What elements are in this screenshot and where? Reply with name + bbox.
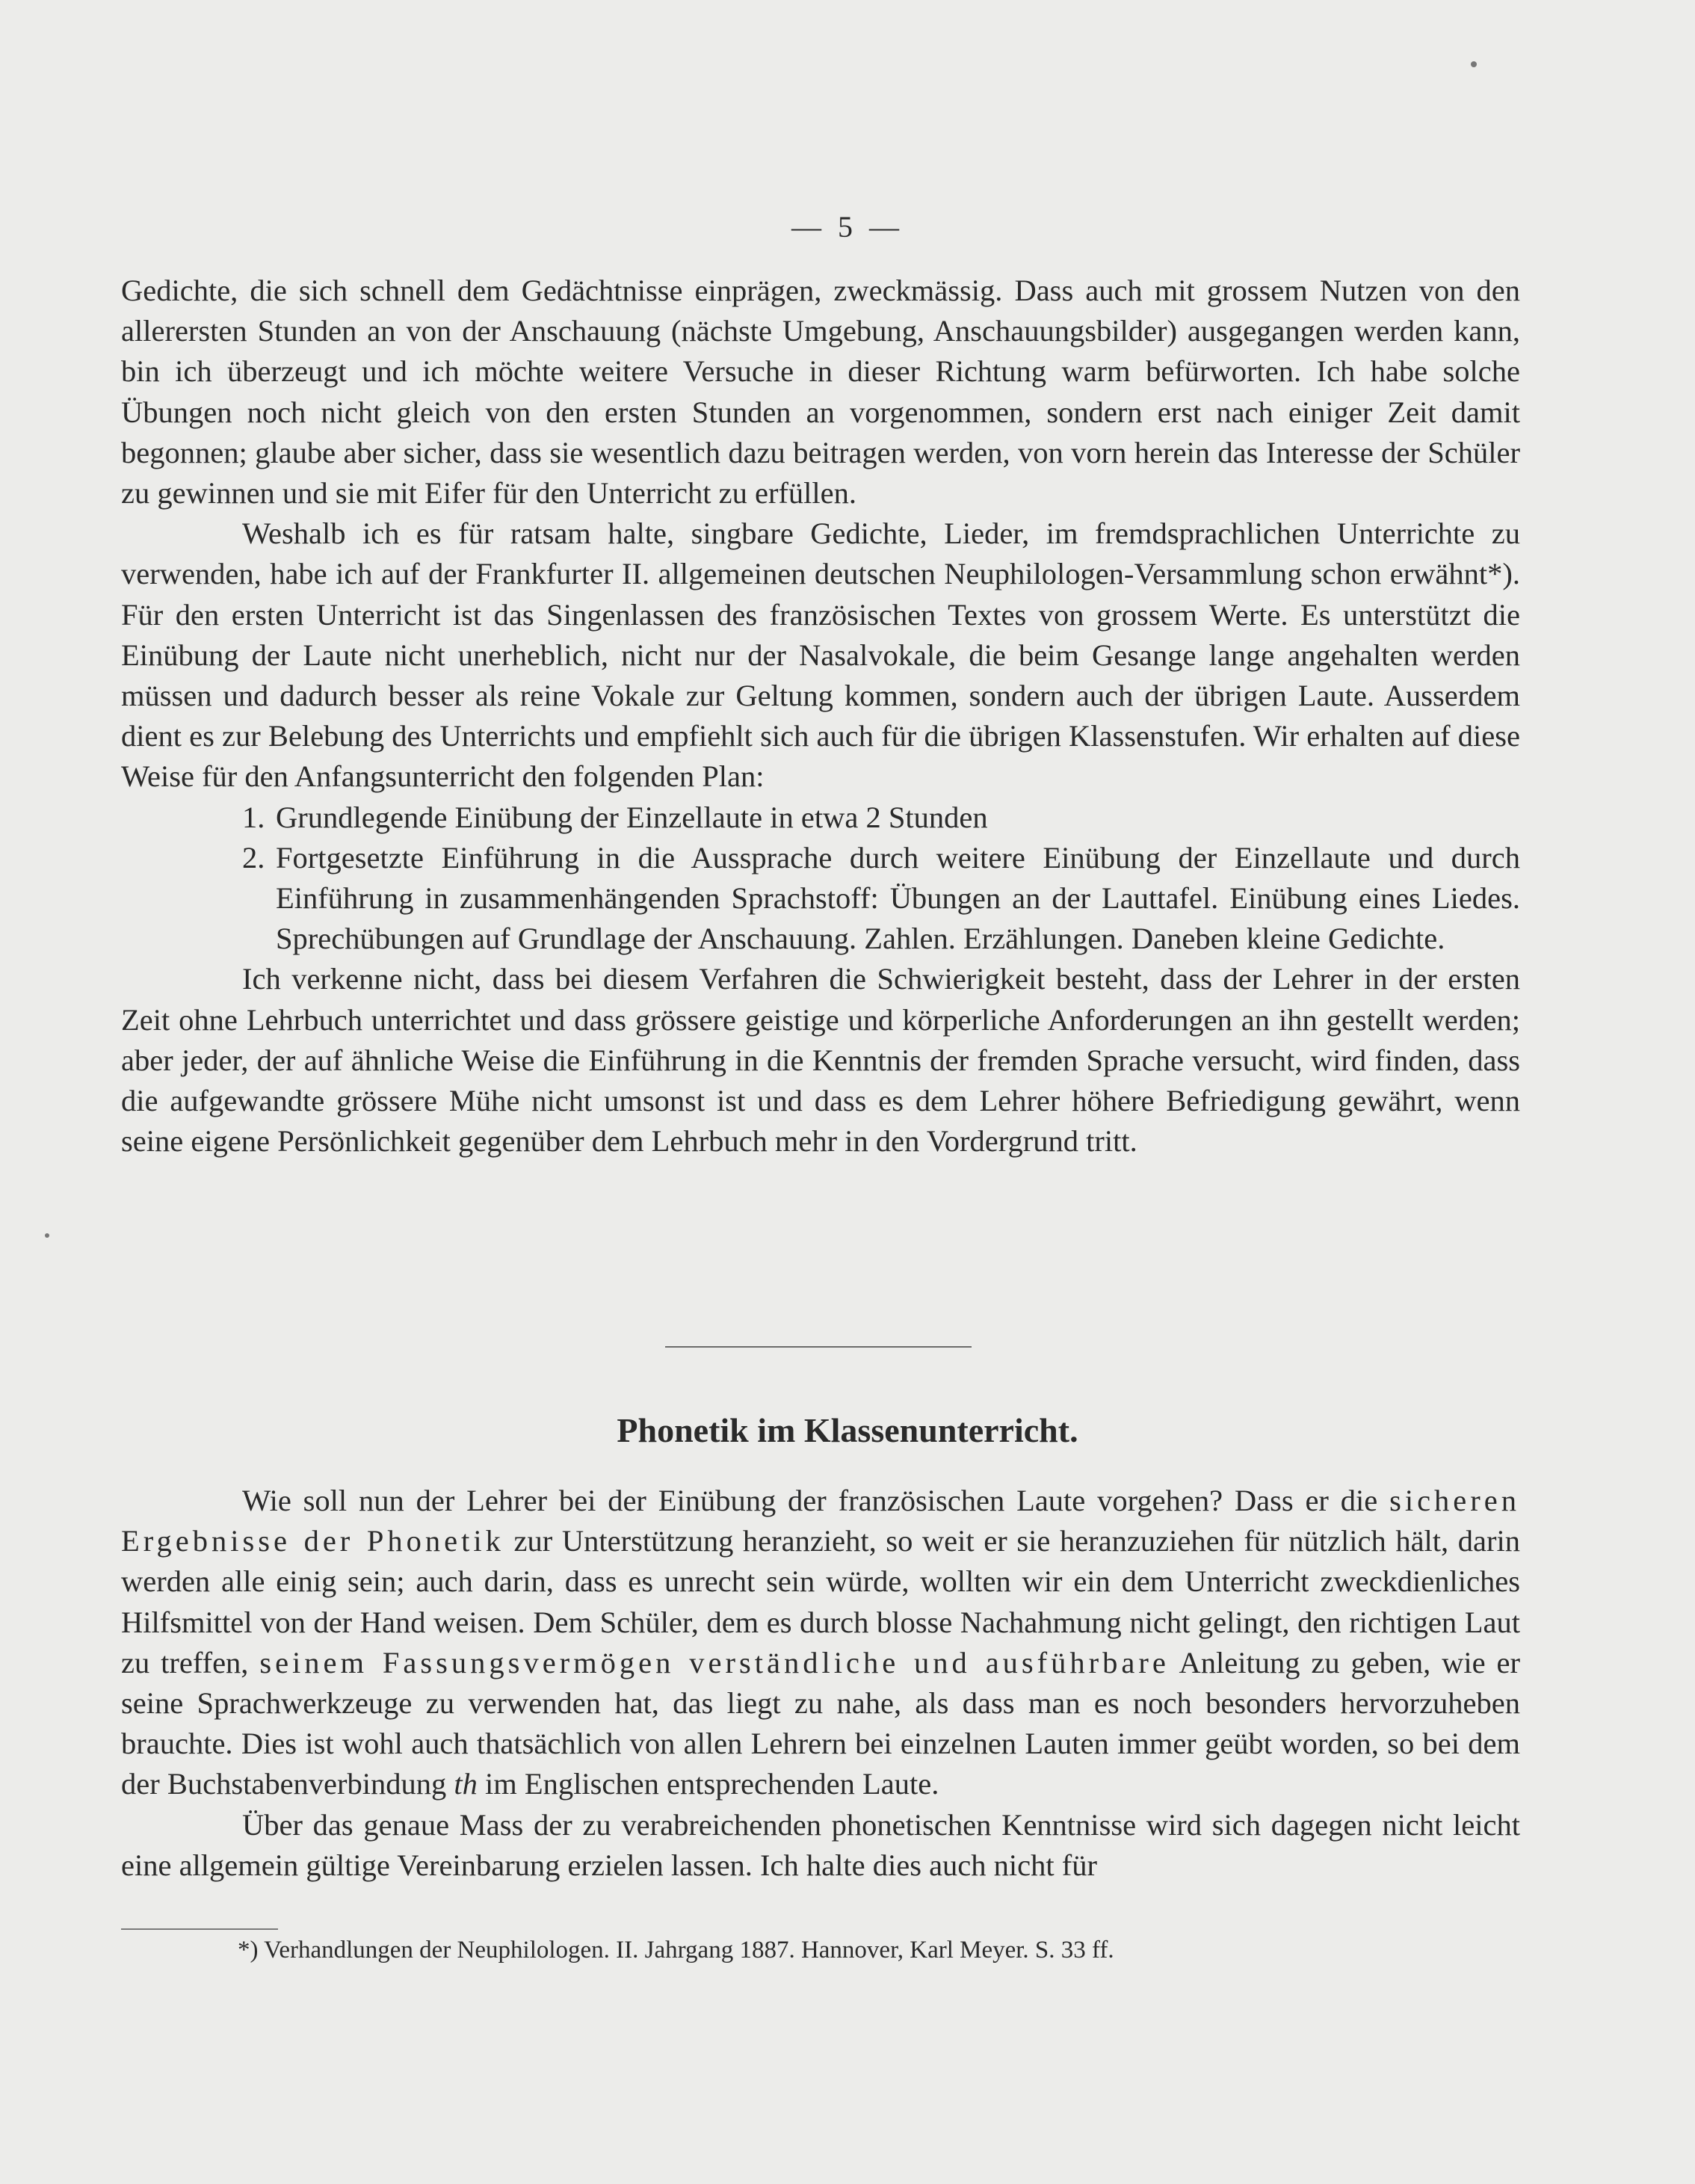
- list-item-text: Grundlegende Einübung der Einzellaute in etwa 2 Stunden: [276, 800, 988, 834]
- scan-speck: [1471, 61, 1477, 67]
- italic-text: th: [454, 1767, 478, 1801]
- paragraph: Gedichte, die sich schnell dem Gedächtnisse einprägen, zweckmässig. Dass auch mit grossem Nutzen von den allerersten Stunden an von der Anschauung (nächste Umgebung, Anschauungsbilder) ausgegangen werden kann, bin ich überzeugt und ich möchte weitere Versuche in dieser Richtung warm befürworten. Ich habe solche Übungen noch nicht gleich von den ersten Stunden an vorgenommen, sondern erst nach einiger Zeit damit begonnen; glaube aber sicher, dass sie wesentlich dazu beitragen werden, von vorn herein das Interesse der Schüler zu gewinnen und sie mit Eifer für den Unterricht zu erfüllen.: [121, 274, 1520, 510]
- text-run: im Englischen entsprechenden Laute.: [477, 1767, 939, 1801]
- paragraph: Weshalb ich es für ratsam halte, singbare Gedichte, Lieder, im fremdsprachlichen Unterrichte zu verwenden, habe ich auf der Frankfurter II. allgemeinen deutschen Neuphilologen-Versammlung schon erwähnt*). Für den ersten Unterricht ist das Singenlassen des französischen Textes von grossem Werte. Es unterstützt die Einübung der Laute nicht unerheblich, nicht nur der Nasalvokale, die beim Gesange lange angehalten werden müssen und dadurch besser als reine Vokale zur Geltung kommen, sondern auch der übrigen Laute. Ausserdem dient es zur Belebung des Unterrichts und empfiehlt sich auch für die übrigen Klassenstufen. Wir erhalten auf diese Weise für den Anfangsunterricht den folgenden Plan:: [121, 516, 1520, 794]
- page-number: — 5 —: [791, 210, 904, 244]
- text-run: Wie soll nun der Lehrer bei der Einübung der französischen Laute vorgehen? Dass er die: [242, 1484, 1390, 1517]
- body-text-bottom: [121, 1481, 1520, 1886]
- list-item: [121, 838, 1520, 960]
- emphasized-text: sicheren Ergebnisse der Phonetik: [121, 1484, 1520, 1558]
- list-item: [121, 798, 1520, 838]
- paragraph: [121, 1481, 1520, 1805]
- plan-list: [121, 798, 1520, 960]
- body-text-top: [121, 271, 1520, 1162]
- scan-speck: [45, 1233, 49, 1238]
- section-divider: [665, 1346, 972, 1348]
- paragraph: Ich verkenne nicht, dass bei diesem Verfahren die Schwierigkeit besteht, dass der Lehrer in der ersten Zeit ohne Lehrbuch unterrichtet und dass grössere geistige und körperliche Anforderungen an ihn gestellt werden; aber jeder, der auf ähnliche Weise die Einführung in die Kenntnis der fremden Sprache versucht, wird finden, dass die aufgewandte grössere Mühe nicht umsonst ist und dass es dem Lehrer höhere Befriedigung gewährt, wenn seine eigene Persönlichkeit gegenüber dem Lehrbuch mehr in den Vordergrund tritt.: [121, 962, 1520, 1159]
- emphasized-text: seinem Fassungsvermögen verständliche und ausführbare: [259, 1645, 1170, 1679]
- footnote-divider: [121, 1928, 278, 1930]
- list-item-number: 2.: [242, 840, 265, 874]
- footnote: *) Verhandlungen der Neuphilologen. II. Jahrgang 1887. Hannover, Karl Meyer. S. 33 ff.: [238, 1937, 1114, 1964]
- text-run: zur Unterstützung heranzieht, so weit er sie heranzuziehen für nützlich hält, darin werden alle einig sein; auch darin, dass es unrecht sein würde, wollten wir ein dem Unterricht zweckdienliches Hilfsmittel von der Hand weisen. Dem Schüler, dem es durch blosse Nachahmung nicht gelingt, den richtigen Laut zu treffen,: [121, 1524, 1520, 1679]
- list-item-text: Fortgesetzte Einführung in die Aussprache durch weitere Einübung der Einzellaute und durch Einführung in zusammenhängenden Sprachstoff: Übungen an der Lauttafel. Einübung eines Liedes. Sprechübungen auf Grundlage der Anschauung. Zahlen. Erzählungen. Daneben kleine Gedichte.: [276, 840, 1520, 956]
- text-run: Anleitung zu geben, wie er seine Sprachwerkzeuge zu verwenden hat, das liegt zu nahe, als dass man es noch besonders hervorzuheben brauchte. Dies ist wohl auch thatsächlich von allen Lehrern bei einzelnen Lauten immer geübt worden, so bei dem der Buchstabenverbindung: [121, 1645, 1520, 1801]
- section-heading: Phonetik im Klassenunterricht.: [617, 1411, 1078, 1449]
- paragraph: Über das genaue Mass der zu verabreichenden phonetischen Kenntnisse wird sich dagegen nicht leicht eine allgemein gültige Vereinbarung erzielen lassen. Ich halte dies auch nicht für: [121, 1807, 1520, 1882]
- list-item-number: 1.: [242, 800, 265, 834]
